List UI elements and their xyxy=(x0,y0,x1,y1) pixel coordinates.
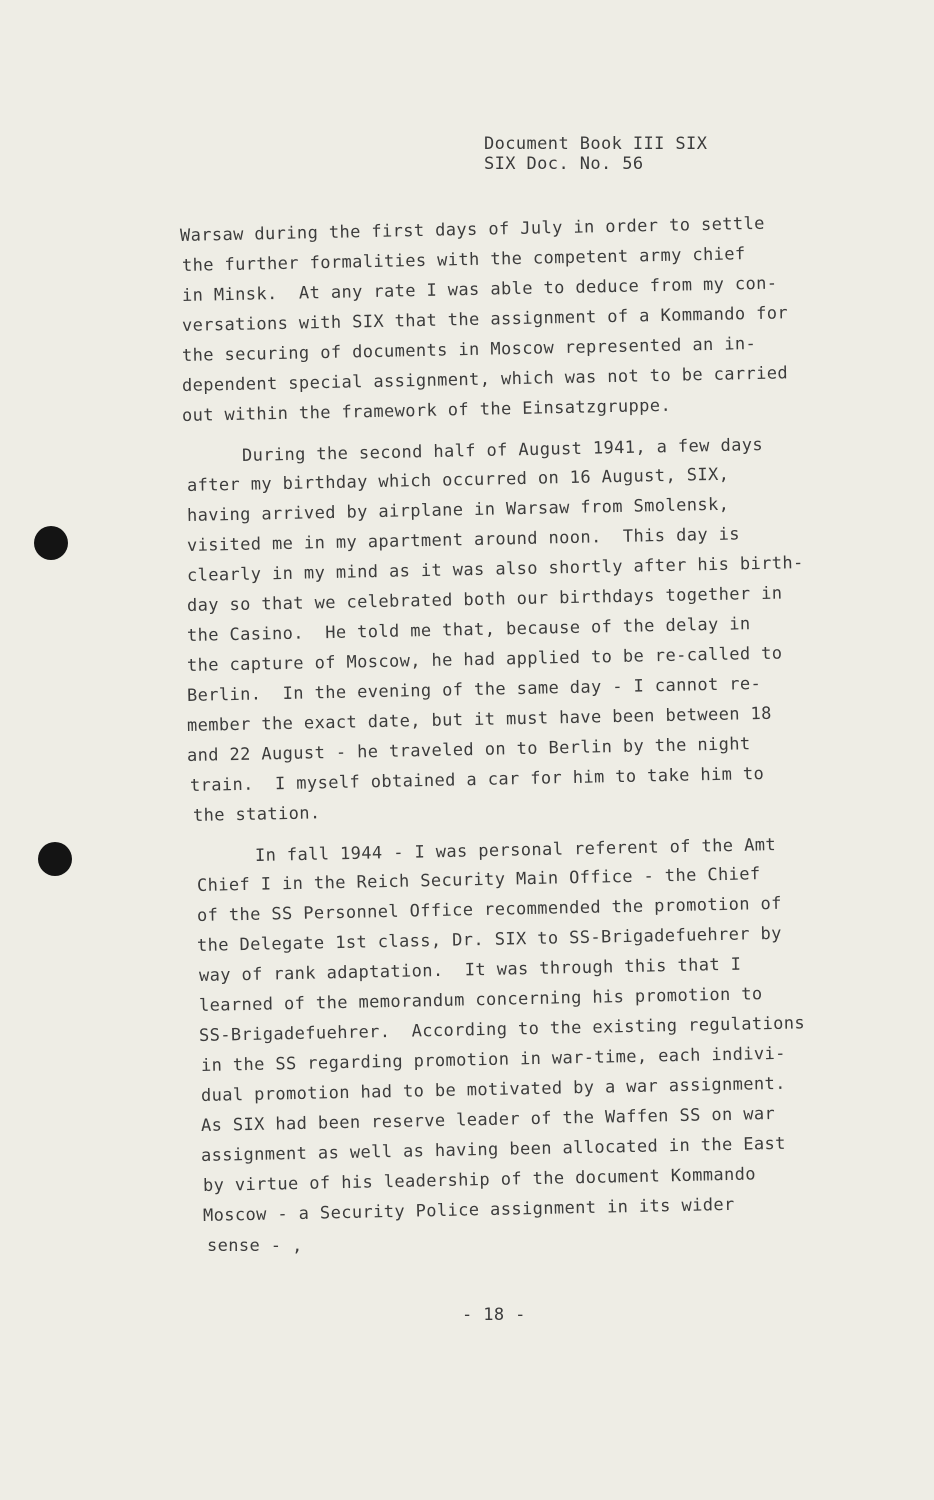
punch-hole xyxy=(34,526,68,560)
text-line: Moscow - a Security Police assignment in its wider xyxy=(202,1194,735,1226)
punch-hole xyxy=(38,842,72,876)
text-line: Chief I in the Reich Security Main Office - the Chief xyxy=(196,864,761,896)
text-line: the Delegate 1st class, Dr. SIX to SS-Brigadefuehrer by xyxy=(196,923,783,956)
text-line: visited me in my apartment around noon. This day is xyxy=(186,524,741,556)
text-line: clearly in my mind as it was also shortly after his birth- xyxy=(186,553,804,586)
text-line: way of rank adaptation. It was through this that I xyxy=(198,954,742,986)
text-line: and 22 August - he traveled on to Berlin by the night xyxy=(186,734,751,766)
text-line: in Minsk. At any rate I was able to deduce from my con- xyxy=(181,273,778,306)
text-line: sense - , xyxy=(207,1236,303,1256)
text-line: learned of the memorandum concerning his promotion to xyxy=(198,984,763,1016)
text-line: versations with SIX that the assignment of a Kommando for xyxy=(181,303,789,336)
text-line: assignment as well as having been allocated in the East xyxy=(200,1133,787,1166)
text-line: the station. xyxy=(192,803,321,826)
text-line: SS-Brigadefuehrer. According to the existing regulations xyxy=(198,1013,806,1046)
document-header xyxy=(484,134,707,174)
text-line: in the SS regarding promotion in war-time, each indivi- xyxy=(200,1043,787,1076)
text-line: dependent special assignment, which was not to be carried xyxy=(181,363,789,396)
text-line: the further formalities with the competent army chief xyxy=(181,244,746,276)
text-line: train. I myself obtained a car for him to take him to xyxy=(189,763,765,796)
header-doc-number: SIX Doc. No. 56 xyxy=(484,154,644,174)
text-line: the Casino. He told me that, because of the delay in xyxy=(186,614,751,646)
text-line: Warsaw during the first days of July in order to settle xyxy=(179,213,766,246)
text-line: out within the framework of the Einsatzgruppe. xyxy=(181,395,672,426)
text-line: During the second half of August 1941, a few days xyxy=(241,435,764,466)
header-book-line: Document Book III SIX xyxy=(484,134,708,154)
text-line: member the exact date, but it must have been between 18 xyxy=(186,703,773,736)
page-number: - 18 - xyxy=(462,1305,526,1325)
text-line: In fall 1944 - I was personal referent of the Amt xyxy=(254,835,777,866)
text-line: having arrived by airplane in Warsaw from Smolensk, xyxy=(186,494,730,526)
text-line: day so that we celebrated both our birthdays together in xyxy=(186,583,783,616)
text-line: Berlin. In the evening of the same day - I cannot re- xyxy=(186,673,762,706)
text-line: after my birthday which occurred on 16 August, SIX, xyxy=(186,464,730,496)
text-line: of the SS Personnel Office recommended the promotion of xyxy=(196,893,783,926)
text-line: the securing of documents in Moscow represented an in- xyxy=(181,333,757,366)
text-line: As SIX had been reserve leader of the Waffen SS on war xyxy=(200,1103,776,1136)
text-line: dual promotion had to be motivated by a war assignment. xyxy=(200,1073,787,1106)
text-line: the capture of Moscow, he had applied to be re-called to xyxy=(186,643,783,676)
text-line: by virtue of his leadership of the document Kommando xyxy=(202,1164,757,1196)
